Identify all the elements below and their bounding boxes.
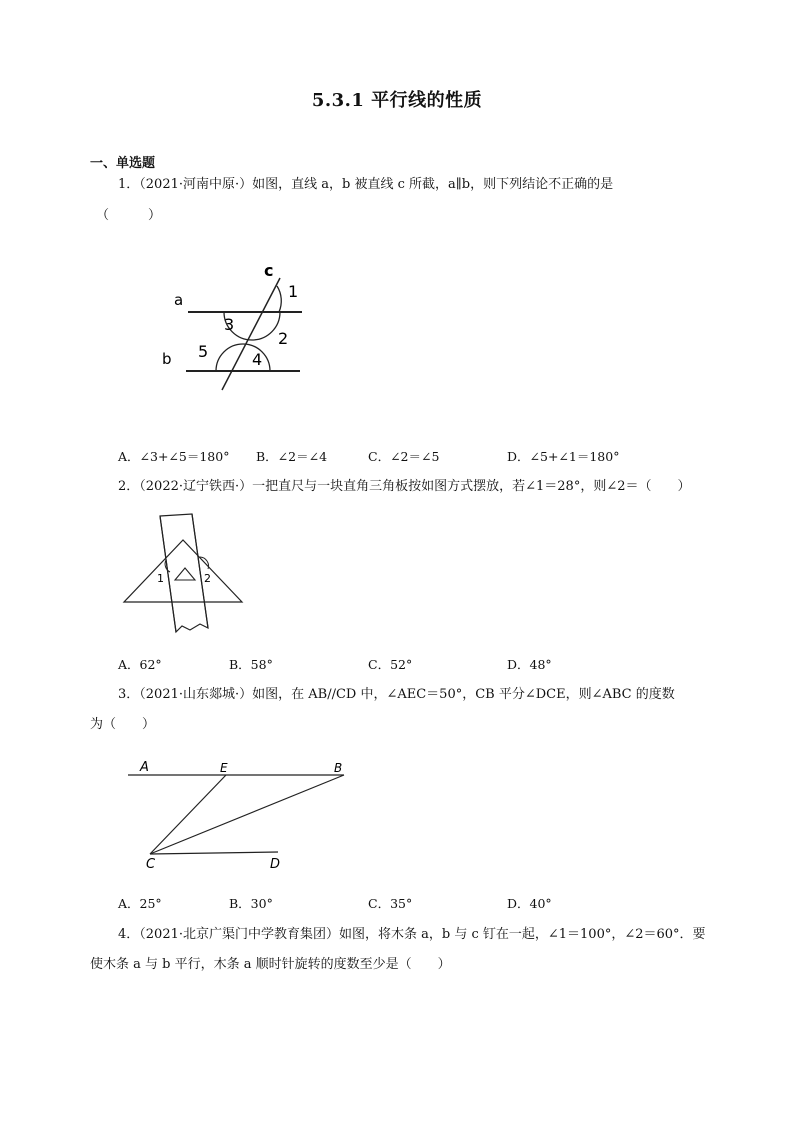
line-cd <box>150 852 278 854</box>
segment-bc <box>150 775 344 854</box>
label-1: 1 <box>157 572 164 585</box>
label-B: B <box>334 761 343 775</box>
q3-option-c[interactable]: C．35° <box>368 896 413 911</box>
q2-option-c[interactable]: C．52° <box>368 657 413 672</box>
label-C: C <box>146 857 156 872</box>
label-3: 3 <box>224 315 235 334</box>
label-1: 1 <box>288 282 299 301</box>
question-2-text: 2．（2022·辽宁铁西·）一把直尺与一块直角三角板按如图方式摆放，若∠1＝28°，则∠2＝（ ） <box>118 479 691 494</box>
label-2: 2 <box>278 329 289 348</box>
question-1-figure <box>150 258 320 398</box>
question-3-figure <box>122 755 352 873</box>
q3-option-a[interactable]: A．25° <box>118 896 162 911</box>
question-1-bracket: （ ） <box>96 208 162 223</box>
q2-option-a[interactable]: A．62° <box>118 657 162 672</box>
label-2: 2 <box>204 572 211 585</box>
page-title: 5.3.1 平行线的性质 <box>311 90 483 111</box>
q1-option-b[interactable]: B．∠2＝∠4 <box>256 449 328 464</box>
question-4-text-cont: 使木条 a 与 b 平行，木条 a 顺时针旋转的度数至少是（ ） <box>90 957 451 972</box>
q2-option-d[interactable]: D．48° <box>507 657 552 672</box>
q1-option-c[interactable]: C．∠2＝∠5 <box>368 449 440 464</box>
q1-option-d[interactable]: D．∠5+∠1＝180° <box>507 449 620 464</box>
segment-ec <box>150 775 226 854</box>
q3-option-b[interactable]: B．30° <box>229 896 273 911</box>
q2-option-b[interactable]: B．58° <box>229 657 273 672</box>
label-c: c <box>264 261 274 280</box>
label-a: a <box>174 291 184 309</box>
line-c <box>222 278 280 390</box>
label-E: E <box>220 761 228 775</box>
question-2-figure <box>120 512 250 640</box>
section-heading: 一、单选题 <box>90 156 156 171</box>
label-4: 4 <box>252 350 263 369</box>
question-1-text: 1．（2021·河南中原·）如图，直线 a，b 被直线 c 所截，a∥b，则下列结论不正确的是 <box>118 177 614 192</box>
label-D: D <box>270 857 281 872</box>
label-b: b <box>162 350 172 368</box>
question-3-text: 3．（2021·山东郯城·）如图，在 AB//CD 中，∠AEC＝50°，CB 平分∠DCE，则∠ABC 的度数 <box>118 687 675 702</box>
label-5: 5 <box>198 342 209 361</box>
question-4-text: 4．（2021·北京广渠门中学教育集团）如图，将木条 a，b 与 c 钉在一起，∠1＝100°，∠2＝60°．要 <box>118 927 706 942</box>
label-A: A <box>140 760 149 775</box>
angle-arc-1 <box>277 286 281 312</box>
q3-option-d[interactable]: D．40° <box>507 896 552 911</box>
q1-option-a[interactable]: A．∠3+∠5＝180° <box>118 449 230 464</box>
question-3-bracket: 为（ ） <box>90 717 156 732</box>
